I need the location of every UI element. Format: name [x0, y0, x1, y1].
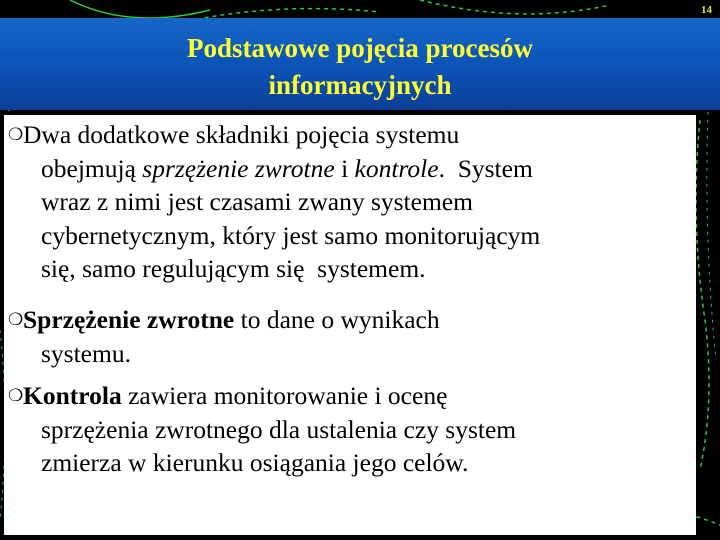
- bullet-1-line-5: się, samo regulującym się systemem.: [41, 254, 426, 283]
- bullet-1-text-post: . System: [438, 153, 533, 183]
- slide-title-line-2: informacyjnych: [268, 70, 452, 100]
- bullet-1-line-2: [8, 154, 533, 183]
- bullet-1-line-4: cybernetycznym, który jest samo monitorującym: [41, 220, 541, 250]
- bullet-item-1: [8, 118, 540, 286]
- bullet-2-line-2: systemu.: [41, 338, 131, 368]
- bullet-1-text-mid: i: [334, 153, 355, 183]
- bullet-1-line-3: wraz z nimi jest czasami zwany systemem: [41, 187, 473, 216]
- bullet-3-line-2: sprzężenia zwrotnego dla ustalenia czy system: [41, 414, 517, 444]
- term-feedback-italic: sprzężenie zwrotne: [142, 153, 335, 183]
- term-feedback-bold: Sprzężenie zwrotne: [23, 305, 235, 334]
- slide-title-line-1: Podstawowe pojęcia procesów: [187, 33, 533, 63]
- circle-bullet-icon: ❍: [8, 386, 24, 405]
- circle-bullet-icon: ❍: [8, 125, 24, 144]
- circle-bullet-icon: ❍: [8, 310, 24, 329]
- term-control-bold: Kontrola: [23, 381, 122, 410]
- bullet-3-text: zawiera monitorowanie i ocenę: [121, 381, 448, 410]
- bullet-1-line-1: Dwa dodatkowe składniki pojęcia systemu: [23, 120, 460, 149]
- slide-number: 14: [701, 4, 712, 16]
- bullet-2-text: to dane o wynikach: [234, 305, 440, 334]
- bullet-item-3: [8, 379, 516, 480]
- bullet-item-2: [8, 303, 440, 370]
- term-control-italic: kontrole: [354, 153, 439, 183]
- bullet-3-line-3: zmierza w kierunku osiągania jego celów.: [41, 448, 469, 477]
- content-panel: [4, 115, 696, 535]
- bullet-1-text-pre: obejmują: [41, 153, 143, 183]
- slide-title: [60, 30, 660, 104]
